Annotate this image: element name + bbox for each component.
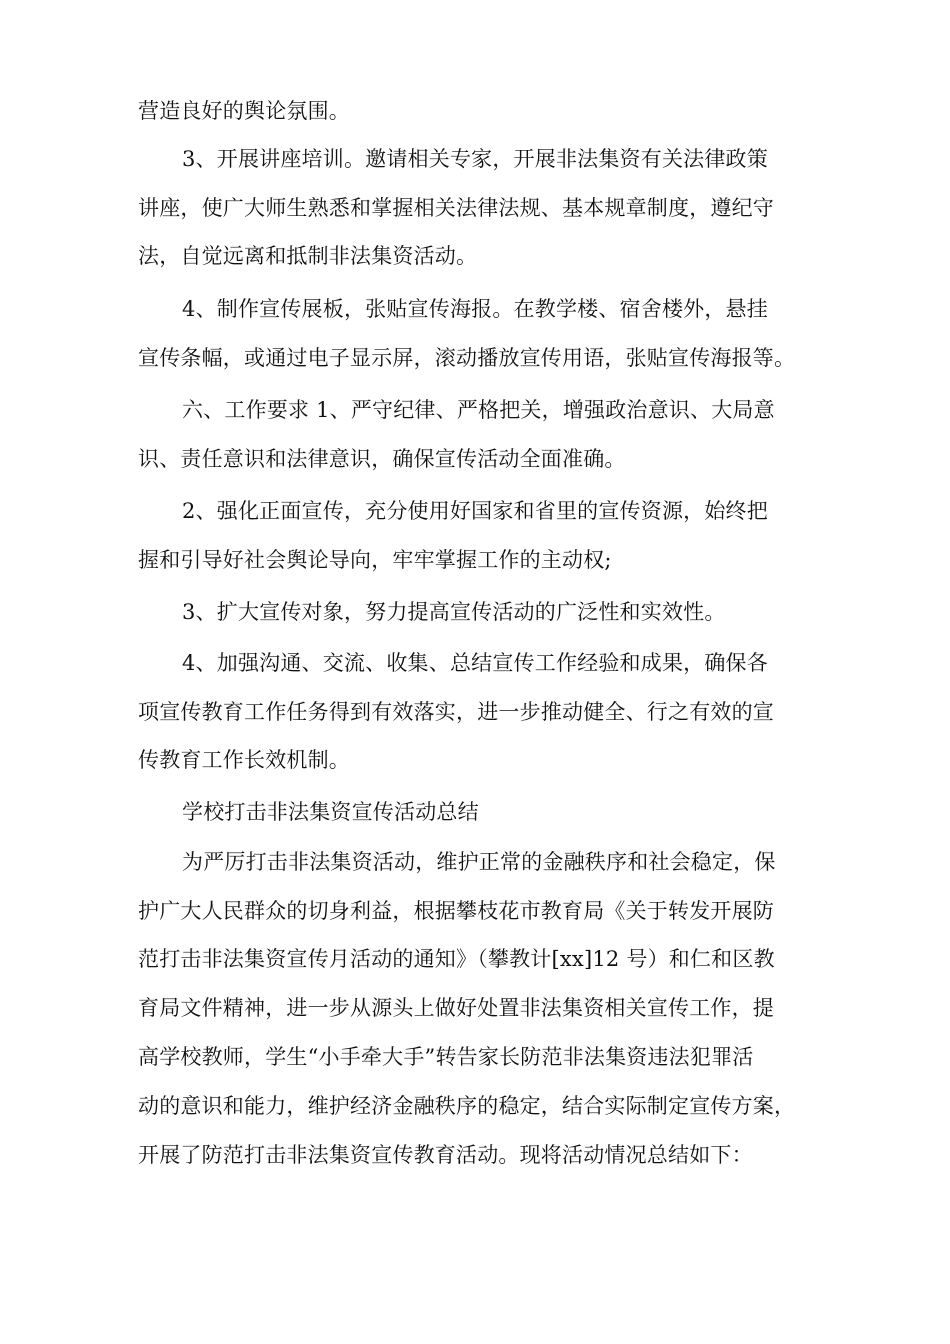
text-line: 六、工作要求 1、严守纪律、严格把关，增强政治意识、大局意 <box>182 398 775 422</box>
text-line: 3、扩大宣传对象，努力提高宣传活动的广泛性和实效性。 <box>182 600 726 624</box>
text-line: 为严厉打击非法集资活动，维护正常的金融秩序和社会稳定，保 <box>182 850 776 874</box>
text-line: 识、责任意识和法律意识，确保宣传活动全面准确。 <box>138 447 626 471</box>
text-line: 3、开展讲座培训。邀请相关专家，开展非法集资有关法律政策 <box>182 147 768 171</box>
text-line: 4、制作宣传展板，张贴宣传海报。在教学楼、宿舍楼外，悬挂 <box>182 297 768 321</box>
text-line: 宣传条幅，或通过电子显示屏，滚动播放宣传用语，张贴宣传海报等。 <box>138 346 796 370</box>
text-line: 传教育工作长效机制。 <box>138 748 350 772</box>
text-line: 范打击非法集资宣传月活动的通知》（攀教计[xx]12 号）和仁和区教 <box>138 947 775 971</box>
text-line: 动的意识和能力，维护经济金融秩序的稳定，结合实际制定宣传方案， <box>138 1094 796 1118</box>
text-line: 法，自觉远离和抵制非法集资活动。 <box>138 244 478 268</box>
text-line: 握和引导好社会舆论导向，牢牢掌握工作的主动权; <box>138 548 612 572</box>
text-line: 育局文件精神，进一步从源头上做好处置非法集资相关宣传工作，提 <box>138 996 774 1020</box>
text-line: 护广大人民群众的切身利益，根据攀枝花市教育局《关于转发开展防 <box>138 899 774 923</box>
text-line: 高学校教师，学生“小手牵大手”转告家长防范非法集资违法犯罪活 <box>138 1045 754 1069</box>
text-line: 4、加强沟通、交流、收集、总结宣传工作经验和成果，确保各 <box>182 651 768 675</box>
text-line: 2、强化正面宣传，充分使用好国家和省里的宣传资源，始终把 <box>182 499 768 523</box>
text-line: 开展了防范打击非法集资宣传教育活动。现将活动情况总结如下： <box>138 1143 753 1167</box>
text-line: 讲座，使广大师生熟悉和掌握相关法律法规、基本规章制度，遵纪守 <box>138 196 774 220</box>
text-line: 项宣传教育工作任务得到有效落实，进一步推动健全、行之有效的宣 <box>138 700 774 724</box>
section-title: 学校打击非法集资宣传活动总结 <box>182 800 479 824</box>
text-line: 营造良好的舆论氛围。 <box>138 99 350 123</box>
